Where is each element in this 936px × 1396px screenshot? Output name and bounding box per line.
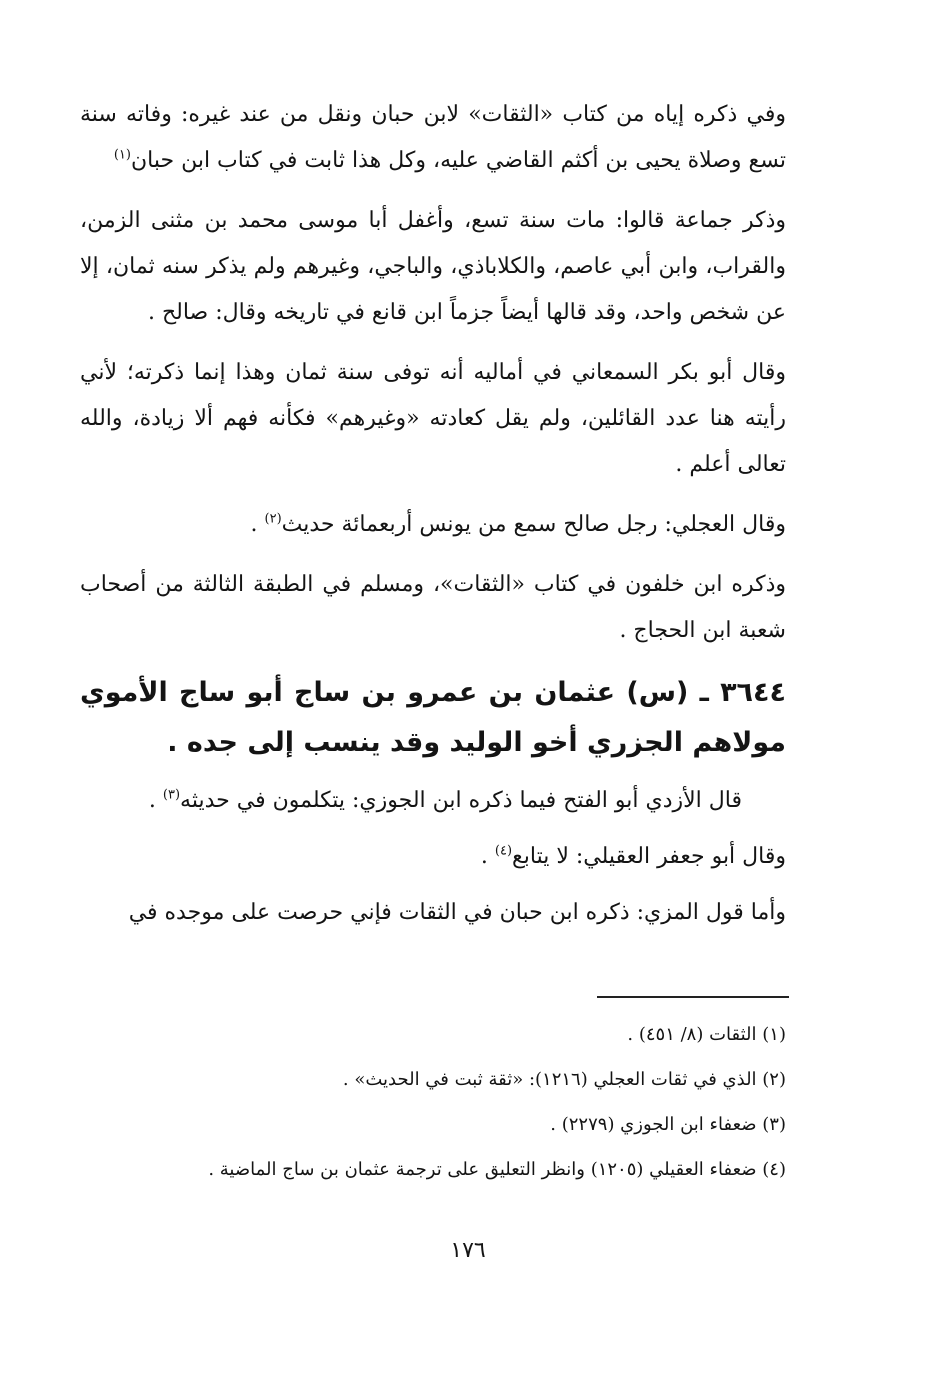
entry-heading: ٣٦٤٤ ـ (س) عثمان بن عمرو بن ساج أبو ساج الأموي مولاهم الجزري أخو الوليد وقد ينسب إلى جده . — [80, 677, 786, 758]
footnote-1: (١) الثقات (٨/ ٤٥١) . — [627, 1024, 786, 1045]
paragraph-5-text: وذكره ابن خلفون في كتاب «الثقات»، ومسلم في الطبقة الثالثة من أصحاب شعبة ابن الحجاج . — [80, 572, 786, 643]
page-number: ١٧٦ — [450, 1238, 486, 1263]
paragraph-2-text: وذكر جماعة قالوا: مات سنة تسع، وأغفل أبا موسى محمد بن مثنى الزمن، والقراب، وابن أبي عاصم، والكلاباذي، والباجي، وغيرهم ولم يذكر سنه ثمان، إلا عن شخص واحد، وقد قالها أيضاً جزماً ابن قانع في تاريخه وقال: صالح . — [80, 208, 786, 325]
footnote-4: (٤) ضعفاء العقيلي (١٢٠٥) وانظر التعليق على ترجمة عثمان بن ساج الماضية . — [208, 1159, 786, 1180]
entry-paragraph-1-end: . — [148, 788, 163, 813]
paragraph-4-text: وقال العجلي: رجل صالح سمع من يونس أربعمائة حديث — [281, 512, 786, 537]
paragraph-3 — [80, 350, 786, 488]
entry-paragraph-2 — [80, 834, 786, 880]
paragraph-4 — [80, 502, 786, 548]
footnote-ref-4: (٤) — [494, 843, 513, 859]
paragraph-1-text: وفي ذكره إياه من كتاب «الثقات» لابن حبان ونقل من عند غيره: وفاته سنة تسع وصلاة يحيى بن أكثم القاضي عليه، وكل هذا ثابت في كتاب ابن حبان — [80, 102, 786, 173]
entry-paragraph-1-text: قال الأزدي أبو الفتح فيما ذكره ابن الجوزي: يتكلمون في حديثه — [180, 788, 742, 813]
footnote-ref-1: (١) — [113, 147, 131, 163]
footnote-ref-2: (٢) — [264, 511, 282, 527]
entry-paragraph-3-text: وأما قول المزي: ذكره ابن حبان في الثقات فإني حرصت على موجده في — [128, 900, 786, 925]
paragraph-3-text: وقال أبو بكر السمعاني في أماليه أنه توفى سنة ثمان وهذا إنما ذكرته؛ لأني رأيته هنا عدد القائلين، ولم يقل كعادته «وغيرهم» فكأنه فهم ألا زيادة، والله تعالى أعلم . — [80, 360, 786, 477]
entry-paragraph-3 — [80, 890, 786, 936]
footnote-separator — [597, 996, 789, 998]
footnote-2: (٢) الذي في ثقات العجلي (١٢١٦): «ثقة ثبت في الحديث» . — [342, 1069, 786, 1090]
paragraph-1 — [80, 92, 786, 184]
paragraph-5 — [80, 562, 786, 654]
paragraph-4-end: . — [250, 512, 265, 537]
paragraph-2 — [80, 198, 786, 336]
footnotes — [80, 1012, 786, 1192]
main-text — [80, 92, 786, 950]
entry-paragraph-2-text: وقال أبو جعفر العقيلي: لا يتابع — [512, 844, 786, 869]
footnote-3: (٣) ضعفاء ابن الجوزي (٢٢٧٩) . — [550, 1114, 786, 1135]
entry-paragraph-1 — [80, 778, 786, 824]
footnote-ref-3: (٣) — [162, 787, 181, 803]
entry-paragraph-2-end: . — [480, 844, 495, 869]
